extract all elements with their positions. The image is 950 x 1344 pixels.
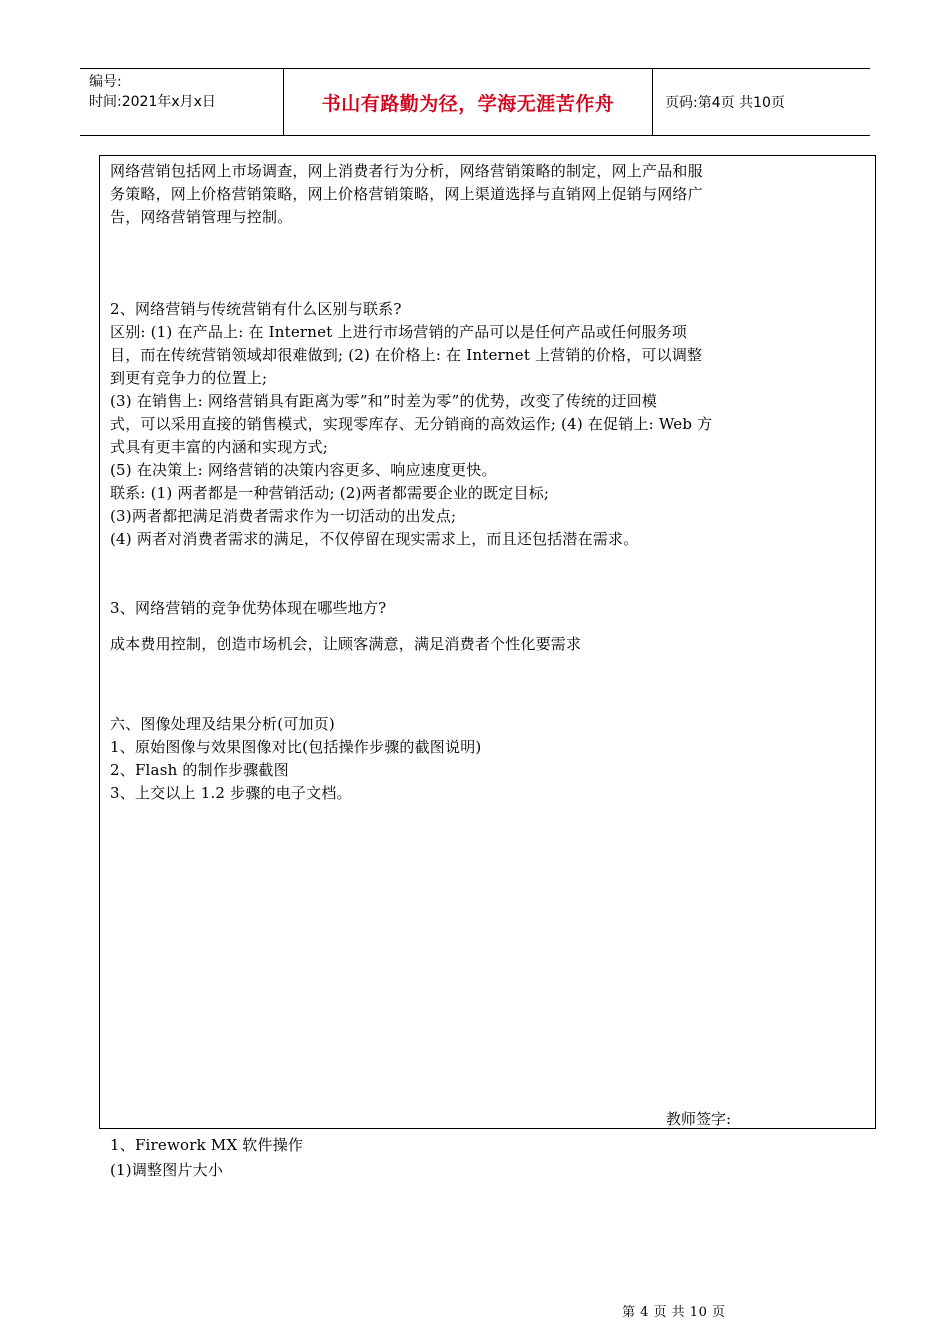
content-text — [110, 160, 865, 805]
header-number-label: 编号: — [89, 74, 122, 90]
q3-question: 3、网络营销的竞争优势体现在哪些地方? — [110, 599, 387, 617]
header-time-label: 时间:2021年x月x日 — [89, 94, 216, 110]
header-motto: 书山有路勤为径，学海无涯苦作舟 — [321, 92, 615, 115]
intro-line: 网络营销包括网上市场调查，网上消费者行为分析，网络营销策略的制定，网上产品和服 — [110, 162, 703, 180]
content-box — [99, 155, 876, 1129]
after-box-text — [110, 1133, 303, 1183]
teacher-signature-label: 教师签字: — [666, 1110, 732, 1128]
section6-title: 六、图像处理及结果分析(可加页) — [110, 715, 335, 733]
q2-line: (4) 两者对消费者需求的满足，不仅停留在现实需求上，而且还包括潜在需求。 — [110, 530, 639, 548]
page-footer: 第 4 页 共 10 页 — [622, 1305, 726, 1320]
q2-line: 区别: (1) 在产品上: 在 Internet 上进行市场营销的产品可以是任何产品或任何服务项 — [110, 323, 688, 341]
section6-line: 3、上交以上 1.2 步骤的电子文档。 — [110, 784, 352, 802]
header-page-cell — [653, 69, 870, 135]
section6-line: 2、Flash 的制作步骤截图 — [110, 761, 289, 779]
header-motto-cell — [283, 69, 653, 135]
page-header — [80, 68, 870, 136]
section6-line: 1、原始图像与效果图像对比(包括操作步骤的截图说明) — [110, 738, 482, 756]
header-meta — [80, 69, 283, 135]
header-page-label: 页码:第4页 共10页 — [665, 95, 785, 111]
q2-line: 联系: (1) 两者都是一种营销活动; (2)两者都需要企业的既定目标; — [110, 484, 550, 502]
intro-line: 告，网络营销管理与控制。 — [110, 208, 293, 226]
after-line: 1、Firework MX 软件操作 — [110, 1136, 304, 1154]
after-line: (1)调整图片大小 — [110, 1161, 224, 1179]
q2-line: 目，而在传统营销领域却很难做到; (2) 在价格上: 在 Internet 上营销的价格，可以调整 — [110, 346, 703, 364]
q2-line: (5) 在决策上: 网络营销的决策内容更多、响应速度更快。 — [110, 461, 497, 479]
q2-line: 式具有更丰富的内涵和实现方式; — [110, 438, 329, 456]
intro-line: 务策略，网上价格营销策略，网上价格营销策略，网上渠道选择与直销网上促销与网络广 — [110, 185, 703, 203]
q2-line: (3) 在销售上: 网络营销具有距离为零”和”时差为零”的优势，改变了传统的迂回模 — [110, 392, 658, 410]
q2-line: 到更有竞争力的位置上; — [110, 369, 268, 387]
q3-answer: 成本费用控制，创造市场机会，让顾客满意，满足消费者个性化要需求 — [110, 635, 582, 653]
q2-title: 2、网络营销与传统营销有什么区别与联系? — [110, 300, 402, 318]
q2-line: 式，可以采用直接的销售模式，实现零库存、无分销商的高效运作; (4) 在促销上: Web 方 — [110, 415, 713, 433]
q2-line: (3)两者都把满足消费者需求作为一切活动的出发点; — [110, 507, 457, 525]
